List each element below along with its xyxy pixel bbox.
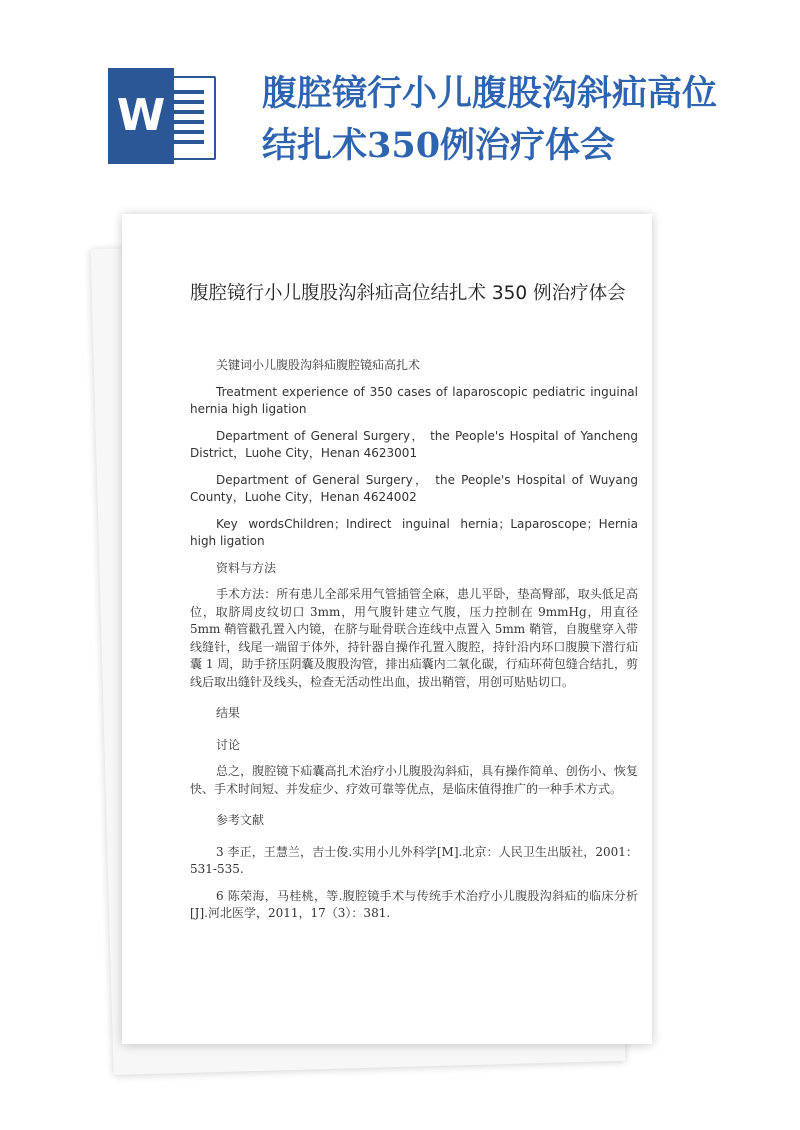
header-title: 腹腔镜行小儿腹股沟斜疝高位结扎术350例治疗体会 <box>262 73 718 166</box>
word-doc-icon <box>108 68 214 164</box>
affiliation-2: Department of General Surgery， the People's Hospital of Wuyang County，Luohe City，Henan 4624002 <box>190 472 638 504</box>
document-page <box>122 214 652 1044</box>
english-title: Treatment experience of 350 cases of laparoscopic pediatric inguinal hernia high ligation <box>190 384 638 416</box>
header-banner <box>0 0 800 200</box>
document-title: 腹腔镜行小儿腹股沟斜疝高位结扎术 350 例治疗体会 <box>190 283 626 304</box>
word-letter-badge: W <box>108 68 174 164</box>
section-heading-results: 结果 <box>216 706 241 720</box>
section-heading-references: 参考文献 <box>216 813 265 827</box>
methods-paragraph: 手术方法：所有患儿全部采用气管插管全麻，患儿平卧，垫高臀部，取头低足高位，取脐周皮纹切口 3mm，用气腹针建立气腹，压力控制在 9mmHg，用直径 5mm 鞘管戳孔置入内镜，在脐与耻骨联合连线中点置入 5mm 鞘管，自腹壁穿入带线缝针，线尾一端留于体外，持针器自操作孔置入腹腔，持针沿内环口腹膜下潜行疝囊 1 周，助手挤压阴囊及腹股沟管，排出疝囊内二氧化碳，行疝环荷包缝合结扎，剪线后取出缝针及线头，检查无活动性出血，拔出鞘管，用创可贴贴切口。 <box>190 587 638 689</box>
reference-item: 6 陈荣海，马桂桃，等.腹腔镜手术与传统手术治疗小儿腹股沟斜疝的临床分析[J].河北医学，2011，17（3）：381. <box>190 888 638 920</box>
section-heading-discussion: 讨论 <box>216 737 241 752</box>
reference-item: 3 李正，王慧兰，吉士俊.实用小儿外科学[M].北京：人民卫生出版社，2001：531-535. <box>190 844 638 876</box>
keywords-cn: 关键词小儿腹股沟斜疝腹腔镜疝高扎术 <box>216 358 421 372</box>
discussion-paragraph: 总之，腹腔镜下疝囊高扎术治疗小儿腹股沟斜疝，具有操作简单、创伤小、恢复快、手术时间短、并发症少、疗效可靠等优点，是临床值得推广的一种手术方式。 <box>190 764 638 796</box>
affiliation-1: Department of General Surgery， the People's Hospital of Yancheng District，Luohe City，Henan 4623001 <box>190 428 638 460</box>
document-body <box>190 357 638 932</box>
section-heading-methods: 资料与方法 <box>216 560 277 575</box>
keywords-en: Key wordsChildren；Indirect inguinal hernia；Laparoscope；Hernia high ligation <box>190 516 638 548</box>
